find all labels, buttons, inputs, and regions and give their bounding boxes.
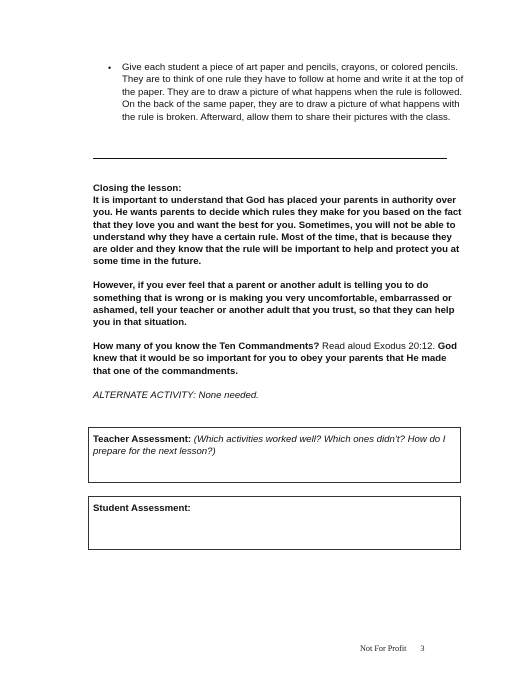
teacher-assessment-box (88, 427, 461, 483)
teacher-assessment-label: Teacher Assessment: (93, 434, 192, 445)
closing-heading: Closing the lesson: (93, 183, 182, 194)
page-footer (360, 644, 425, 653)
page-number: 3 (420, 644, 425, 653)
alternate-activity: ALTERNATE ACTIVITY: None needed. (93, 389, 259, 401)
student-assessment-label: Student Assessment: (93, 503, 191, 514)
activity-bullet (108, 62, 468, 124)
closing-paragraph-3-bold-a: How many of you know the Ten Commandments? (93, 341, 320, 353)
closing-section (93, 183, 463, 414)
section-divider (93, 158, 447, 159)
student-assessment-box (88, 496, 461, 550)
bullet-dot-icon: • (108, 63, 112, 73)
closing-paragraph-3-plain: Read aloud Exodus 20:12. (319, 341, 436, 353)
closing-paragraph-1-text: It is important to understand that God has placed your parents in authority over you. He wants parents to decide which rules they make for you based on the fact that they love you and want the best for you. Sometimes, you will not be able to understand why they have a certain rule. Most of the time, that is because they are older and they know that the rule will be important to help and protect you at some time in the future. (93, 195, 462, 268)
closing-paragraph-1 (93, 183, 463, 268)
teacher-assessment-prompt: (Which activities worked well? Which ones didn’t? How do I prepare for the next lesson?) (93, 434, 446, 458)
closing-paragraph-3-bold-b: God knew that it would be so important for you to obey your parents that He made that one of the commandments. (93, 341, 457, 377)
footer-text: Not For Profit (360, 644, 407, 653)
closing-paragraph-2: However, if you ever feel that a parent or another adult is telling you to do something that is wrong or is making you very uncomfortable, embarrassed or ashamed, tell your teacher or another adult that you trust, so that they can help you in that situation. (93, 280, 455, 329)
activity-bullet-text: Give each student a piece of art paper and pencils, crayons, or colored pencils. They are to think of one rule they have to follow at home and write it at the top of the paper. They are to draw a picture of what happens when the rule is followed. On the back of the same paper, they are to draw a picture of what happens with the rule is broken. Afterward, allow them to share their pictures with the class. (122, 62, 464, 123)
closing-paragraph-3 (93, 341, 463, 378)
